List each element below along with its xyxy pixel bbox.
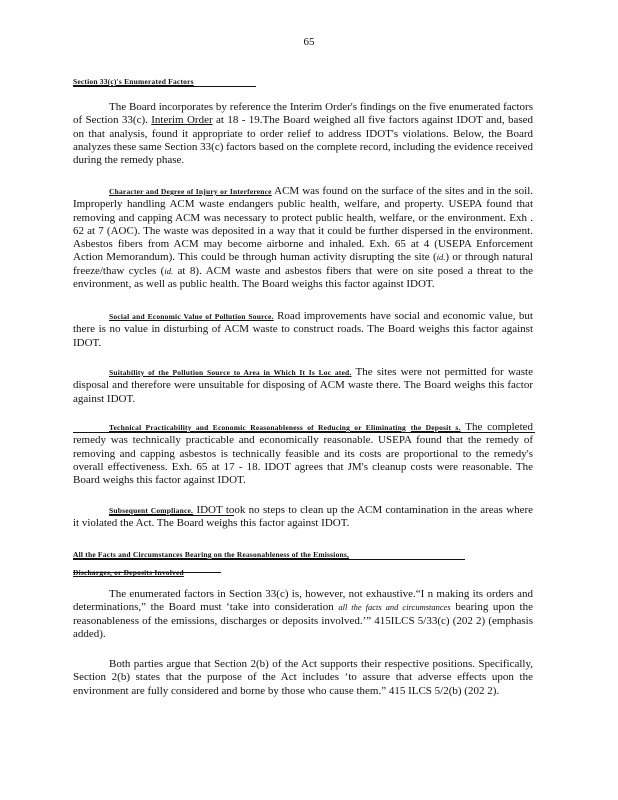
factor-heading-technical: Technical Practicability and Economic Reasonableness of Reducing or Eliminating bbox=[109, 423, 406, 432]
paragraph-technical: Technical Practicability and Economic Reasonableness of Reducing or Eliminating the Deposit s. The completed remedy was technically practicable and economically reasonable. USEPA found that the remedy of removing and capping asbestos is technically feasible and its costs are proportional to the remedy's overall effectiveness. Exh. 65 at 17 - 18. IDOT agrees that JM's cleanup costs were reasonable. The Board weighs this factor against IDOT. bbox=[73, 421, 534, 487]
heading-rule bbox=[73, 86, 256, 87]
paragraph-social-economic: Social and Economic Value of Pollution Source. Road improvements have social and economic value, but there is no value in disturbing of ACM waste to construct roads. The Board weighs this factor against IDOT. bbox=[73, 310, 533, 349]
heading-rule bbox=[73, 432, 535, 433]
heading-rule bbox=[73, 559, 465, 560]
factor-heading-social: Social and Economic Value of Pollution Source. bbox=[109, 312, 274, 321]
paragraph-enumerated: The enumerated factors in Section 33(c) is, however, not exhaustive.“I n making its orders and determinations,” the Board must ‘take into consideration all the facts and circumstances bearing upon the reasonableness of the emissions, discharges or deposits involved.’” 415ILCS 5/33(c) (202 2) (emphasis added). bbox=[73, 588, 533, 640]
factor-heading-character: Character and Degree of Injury or Interference bbox=[109, 187, 272, 196]
heading-rule bbox=[109, 515, 234, 516]
paragraph-section-2b: Both parties argue that Section 2(b) of the Act supports their respective positions. Specifically, Section 2(b) states that the purpose of the Act includes ‘to assure that adverse effects upon the environment are fully considered and borne by those who cause them.” 415 ILCS 5/2(b) (202 2). bbox=[73, 658, 533, 697]
heading-rule bbox=[73, 572, 221, 573]
interim-order-ref: Interim Order bbox=[151, 114, 213, 127]
paragraph-intro: The Board incorporates by reference the Interim Order's findings on the five enumerated factors of Section 33(c). Interim Order at 18 - 19.The Board weighed all five factors against IDOT and, based on that analysis, found it appropriate to order relief to address IDOT's violations. Below, the Board analyzes these same Section 33(c) factors based on the complete record, including the evidence received during the remedy phase. bbox=[73, 101, 534, 167]
factor-heading-compliance: Subsequent Compliance. bbox=[109, 506, 194, 515]
page-number: 65 bbox=[303, 36, 315, 48]
factor-heading-suitability: Suitability of the Pollution Source to Area in Which It Is Loc ated. bbox=[109, 368, 352, 377]
section-heading: Section 33(c)'s Enumerated Factors bbox=[73, 77, 194, 86]
emphasis-text: all the facts and circumstances bbox=[338, 602, 451, 613]
paragraph-suitability: Suitability of the Pollution Source to Area in Which It Is Loc ated. The sites were not permitted for waste disposal and therefore were unsuitable for disposing of ACM waste there. The Board weighs this factor against IDOT. bbox=[73, 366, 534, 405]
paragraph-character-injury: Character and Degree of Injury or Interference ACM was found on the surface of the sites and in the soil. Improperly handling ACM waste endangers public health, welfare, and property. USEPA found that removing and capping ACM was necessary to protect public health, welfare, or the environment. Exh . 62 at 7 (AOC). The waste was deposited in a way that it could be further dispersed in the environment. Asbestos fibers from ACM may become airborne and inhaled. Exh. 65 at 4 (USEPA Enforcement Action Memorandum). This could be through human activity disrupting the site (id.) or through natural freeze/thaw cycles (id. at 8). ACM waste and asbestos fibers that were on site posed a threat to the environment, as well as public health. The Board weighs this factor against IDOT. bbox=[73, 185, 534, 291]
paragraph-subsequent-compliance: Subsequent Compliance. IDOT took no steps to clean up the ACM contamination in the areas where it violated the Act. The Board weighs this factor against IDOT. bbox=[73, 504, 534, 530]
section-heading-facts: All the Facts and Circumstances Bearing on the Reasonableness of the Emissions, Discharges, or Deposits Involved bbox=[73, 550, 350, 578]
